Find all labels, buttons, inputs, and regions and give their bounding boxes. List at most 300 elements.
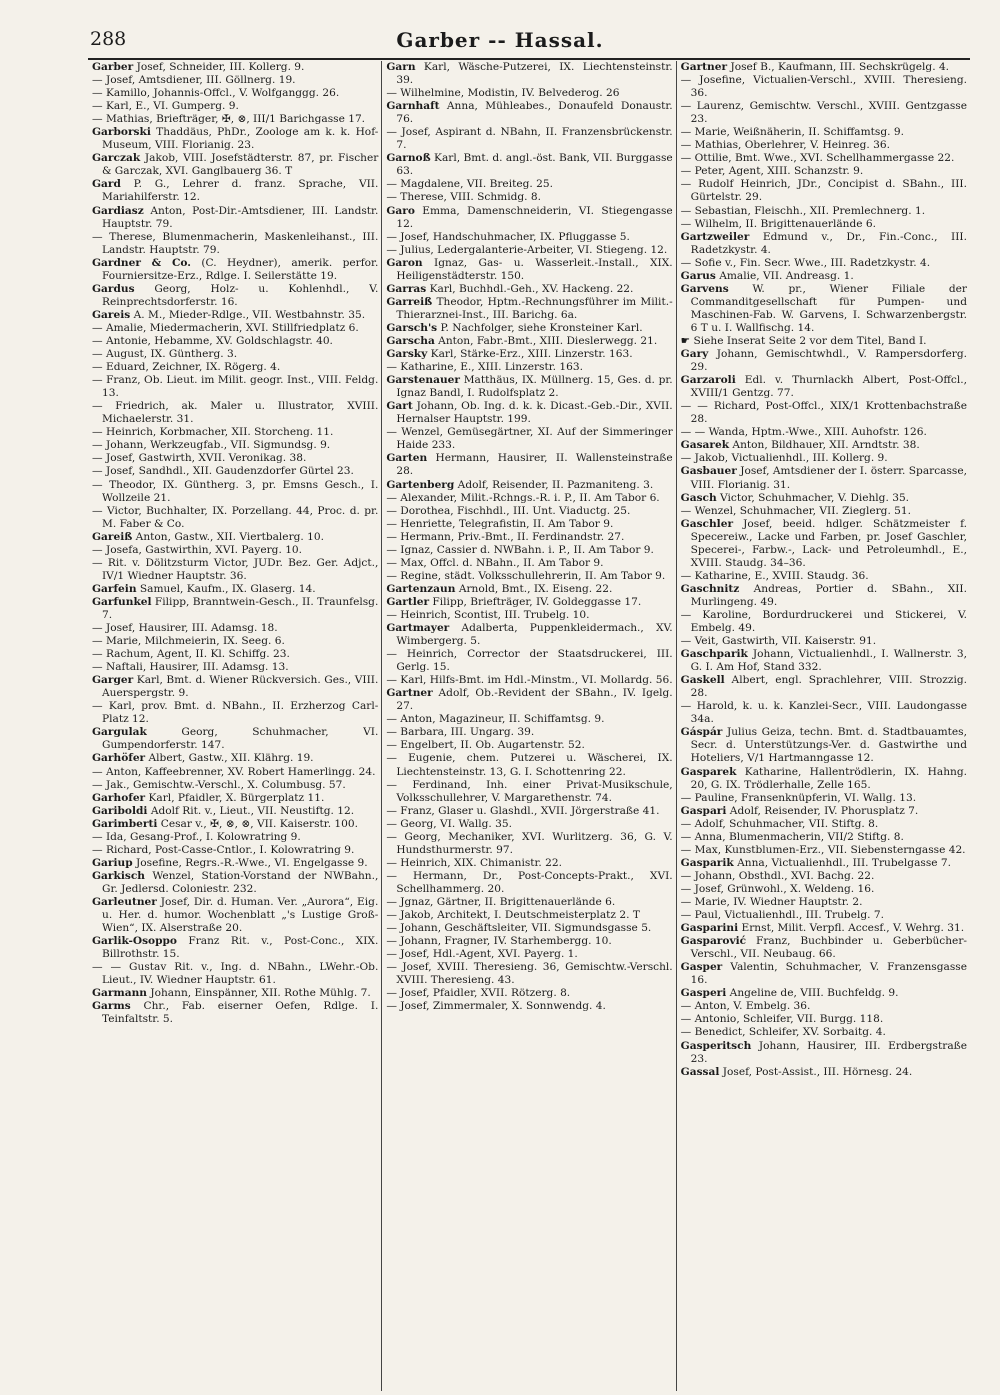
entry-surname: Gargulak xyxy=(92,726,147,739)
directory-entry xyxy=(677,857,970,870)
entry-surname: Garras xyxy=(386,282,427,295)
entry-details: — Anton, V. Embelg. 36. xyxy=(680,1000,811,1013)
directory-entry xyxy=(677,987,970,1000)
entry-details: — Richard, Post-Casse-Cntlor., I. Kolowratring 9. xyxy=(92,843,355,856)
entry-details: — Harold, k. u. k. Kanzlei-Secr., VIII. Laudongasse 34a. xyxy=(680,700,967,726)
entry-surname: Gartler xyxy=(386,595,430,608)
directory-entry xyxy=(677,139,970,152)
entry-surname: Garon xyxy=(386,256,423,269)
entry-surname: Garten xyxy=(386,452,428,465)
entry-surname: Gaspari xyxy=(680,804,727,817)
directory-entry xyxy=(382,479,675,492)
entry-details: P. G., Lehrer d. franz. Sprache, VII. Mariahilferstr. 12. xyxy=(102,178,379,204)
entry-details: — Josef, Pfaidler, XVII. Rötzerg. 8. xyxy=(386,987,571,1000)
directory-entry xyxy=(88,1000,381,1026)
directory-entry xyxy=(382,1000,675,1013)
directory-entry xyxy=(88,583,381,596)
entry-details: — Georg, VI. Wallg. 35. xyxy=(386,817,512,830)
entry-details: — Rachum, Agent, II. Kl. Schiffg. 23. xyxy=(92,648,290,661)
directory-entry xyxy=(382,831,675,857)
directory-entry xyxy=(88,896,381,935)
directory-entry xyxy=(382,152,675,178)
entry-surname: Garimberti xyxy=(92,817,158,830)
entry-details: — Ignaz, Cassier d. NWBahn. i. P., II. Am Tabor 9. xyxy=(386,543,654,556)
entry-details: — Antonio, Schleifer, VII. Burgg. 118. xyxy=(680,1013,884,1026)
directory-entry xyxy=(677,674,970,700)
directory-entry xyxy=(677,400,970,426)
directory-entry xyxy=(382,648,675,674)
directory-entry xyxy=(88,857,381,870)
entry-details: — Pauline, Fransenknüpferin, VI. Wallg. 13. xyxy=(680,791,917,804)
entry-surname: Gasper xyxy=(680,961,723,974)
directory-entry xyxy=(382,400,675,426)
directory-entry xyxy=(677,1066,970,1079)
entry-details: Filipp, Branntwein-Gesch., II. Traunfelsg. 7. xyxy=(102,595,379,621)
directory-entry xyxy=(382,231,675,244)
entry-details: Josef, beeid. hdlger. Schätzmeister f. Specereiw., Lacke und Farben, pr. Josef Gaschler, Specerei-, Farbw.-, Lack- und Petroleumhdl., E., XVIII. Staudg. 34–36. xyxy=(690,517,967,569)
directory-entry xyxy=(382,518,675,531)
directory-entry xyxy=(677,1040,970,1066)
entry-details: — Heinrich, Corrector der Staatsdruckerei, III. Gerlg. 15. xyxy=(386,648,673,674)
entry-surname: Gartenzaun xyxy=(386,582,456,595)
entry-surname: Gaschnitz xyxy=(680,582,740,595)
entry-surname: Garborski xyxy=(92,126,151,139)
running-head: Garber -- Hassal. xyxy=(396,28,604,52)
directory-entry xyxy=(88,700,381,726)
entry-details: Albert, Gastw., XII. Klährg. 19. xyxy=(145,752,314,765)
entry-details: — Johann, Werkzeugfab., VII. Sigmundsg. 9. xyxy=(92,439,331,452)
entry-details: — Josef, Aspirant d. NBahn, II. Franzensbrückenstr. 7. xyxy=(386,126,673,152)
entry-details: Josef, Dir. d. Human. Ver. „Aurora“, Eig. u. Her. d. humor. Wochenblatt „'s Lustige Groß-Wien“, IX. Alserstraße 20. xyxy=(102,896,379,935)
directory-entry xyxy=(382,622,675,648)
entry-details: — Anton, Magazineur, II. Schiffamtsg. 9. xyxy=(386,713,605,726)
entry-details: — Ottilie, Bmt. Wwe., XVI. Schellhammergasse 22. xyxy=(680,152,955,165)
directory-entry xyxy=(677,283,970,335)
entry-details: Hermann, Hausirer, II. Wallensteinstraße 28. xyxy=(396,452,673,478)
entry-surname: Gartenberg xyxy=(386,478,455,491)
entry-surname: Gareiß xyxy=(92,530,133,543)
directory-entry xyxy=(88,113,381,126)
entry-surname: Gasparik xyxy=(680,856,734,869)
entry-details: Johann, Victualienhdl., I. Wallnerstr. 3, G. I. Am Hof, Stand 332. xyxy=(690,648,967,674)
entry-details: — Friedrich, ak. Maler u. Illustrator, XVIII. Michaelerstr. 31. xyxy=(92,400,379,426)
directory-entry xyxy=(677,766,970,792)
directory-entry xyxy=(677,335,970,348)
column-3 xyxy=(676,61,970,1391)
directory-entry xyxy=(382,857,675,870)
directory-entry xyxy=(88,178,381,204)
entry-details: — Antonie, Hebamme, XV. Goldschlagstr. 40. xyxy=(92,334,333,347)
directory-entry xyxy=(677,348,970,374)
entry-details: — Max, Offcl. d. NBahn., II. Am Tabor 9. xyxy=(386,556,604,569)
entry-surname: Garnhaft xyxy=(386,100,440,113)
entry-surname: Gaschparik xyxy=(680,648,748,661)
directory-entry xyxy=(677,883,970,896)
entry-surname: Garger xyxy=(92,674,134,687)
entry-surname: Gáspár xyxy=(680,726,723,739)
entry-details: Adolf, Ob.-Revident der SBahn., IV. Igelg. 27. xyxy=(396,687,673,713)
entry-surname: Garhofer xyxy=(92,791,146,804)
entry-details: Adalberta, Puppenkleidermach., XV. Wimbergerg. 5. xyxy=(396,622,673,648)
entry-details: — Benedict, Schleifer, XV. Sorbaitg. 4. xyxy=(680,1026,886,1039)
directory-entry xyxy=(88,831,381,844)
entry-details: Albert, engl. Sprachlehrer, VIII. Strozzig. 28. xyxy=(690,674,967,700)
directory-entry xyxy=(677,205,970,218)
entry-surname: Gardiasz xyxy=(92,204,144,217)
entry-surname: Gartner xyxy=(680,61,728,73)
directory-entry xyxy=(88,439,381,452)
directory-entry xyxy=(382,596,675,609)
directory-entry xyxy=(88,674,381,700)
directory-entry xyxy=(382,492,675,505)
entry-details: — Josefine, Victualien-Verschl., XVIII. Theresieng. 36. xyxy=(680,74,967,100)
entry-details: — Marie, Weißnäherin, II. Schiffamtsg. 9. xyxy=(680,126,904,139)
directory-entry xyxy=(677,74,970,100)
directory-entry xyxy=(677,257,970,270)
entry-details: Josef, Post-Assist., III. Hörnesg. 24. xyxy=(719,1065,913,1078)
entry-details: — Heinrich, Korbmacher, XII. Storcheng. 11. xyxy=(92,426,334,439)
directory-entry xyxy=(677,426,970,439)
entry-details: — Peter, Agent, XIII. Schanzstr. 9. xyxy=(680,165,864,178)
entry-details: Victor, Schuhmacher, V. Diehlg. 35. xyxy=(716,491,910,504)
entry-details: — Georg, Mechaniker, XVI. Wurlitzerg. 36, G. V. Hundsthurmerstr. 97. xyxy=(386,830,673,856)
entry-details: — Magdalene, VII. Breiteg. 25. xyxy=(386,178,553,191)
directory-entry xyxy=(677,870,970,883)
entry-surname: Garn xyxy=(386,61,416,73)
directory-entry xyxy=(88,726,381,752)
entry-details: Adolf Rit. v., Lieut., VII. Neustiftg. 12. xyxy=(147,804,355,817)
entry-surname: Gartmayer xyxy=(386,622,450,635)
directory-entry xyxy=(677,726,970,765)
directory-entry xyxy=(677,218,970,231)
entry-details: — Mathias, Briefträger, ✠, ⊗, III/1 Barichgasse 17. xyxy=(92,113,366,126)
entry-details: Karl, Wäsche-Putzerei, IX. Liechtensteinstr. 39. xyxy=(396,61,673,87)
directory-entry xyxy=(677,1000,970,1013)
entry-details: — Josef, Sandhdl., XII. Gaudenzdorfer Gürtel 23. xyxy=(92,465,354,478)
directory-entry xyxy=(88,100,381,113)
entry-details: Emma, Damenschneiderin, VI. Stiegengasse 12. xyxy=(396,204,673,230)
entry-details: Matthäus, IX. Müllnerg. 15, Ges. d. pr. Ignaz Bandl, I. Rudolfsplatz 2. xyxy=(396,374,673,400)
directory-entry xyxy=(677,609,970,635)
directory-entry xyxy=(677,505,970,518)
directory-entry xyxy=(382,322,675,335)
entry-surname: Gasperitsch xyxy=(680,1039,752,1052)
entry-surname: Gaskell xyxy=(680,674,725,687)
directory-entry xyxy=(88,452,381,465)
entry-details: — Josef, Gastwirth, XVII. Veronikag. 38. xyxy=(92,452,307,465)
directory-entry xyxy=(382,922,675,935)
directory-entry xyxy=(677,583,970,609)
directory-entry xyxy=(88,87,381,100)
directory-entry xyxy=(88,596,381,622)
directory-entry xyxy=(88,152,381,178)
entry-details: (C. Heydner), amerik. perfor. Fourniersitze-Erz., Rdlge. I. Seilerstätte 19. xyxy=(102,256,379,282)
directory-entry xyxy=(677,270,970,283)
directory-entry xyxy=(677,570,970,583)
entry-surname: Gartner xyxy=(386,687,433,700)
directory-entry xyxy=(382,61,675,87)
entry-details: — Josef, Hdl.-Agent, XVI. Payerg. 1. xyxy=(386,948,578,961)
directory-entry xyxy=(382,583,675,596)
entry-details: — Naftali, Hausirer, III. Adamsg. 13. xyxy=(92,661,289,674)
entry-surname: Garms xyxy=(92,1000,131,1013)
directory-entry xyxy=(88,335,381,348)
entry-details: Angeline de, VIII. Buchfeldg. 9. xyxy=(726,987,899,1000)
directory-entry xyxy=(382,257,675,283)
entry-details: — Wenzel, Gemüsegärtner, XI. Auf der Simmeringer Haide 233. xyxy=(386,426,673,452)
entry-details: Karl, Buchhdl.-Geh., XV. Hackeng. 22. xyxy=(426,282,634,295)
directory-entry xyxy=(382,361,675,374)
entry-details: P. Nachfolger, siehe Kronsteiner Karl. xyxy=(437,321,643,334)
entry-details: — Jakob, Victualienhdl., III. Kollerg. 9. xyxy=(680,452,888,465)
entry-details: — Josefa, Gastwirthin, XVI. Payerg. 10. xyxy=(92,543,303,556)
entry-surname: Garczak xyxy=(92,152,141,165)
entry-surname: Gasparek xyxy=(680,765,737,778)
directory-entry xyxy=(382,283,675,296)
directory-entry xyxy=(382,687,675,713)
directory-entry xyxy=(382,205,675,231)
entry-details: Anton, Fabr.-Bmt., XIII. Dieslerwegg. 21. xyxy=(434,334,658,347)
entry-details: — Karl, prov. Bmt. d. NBahn., II. Erzherzog Carl-Platz 12. xyxy=(92,700,379,726)
entry-surname: Garber xyxy=(92,61,134,73)
directory-entry xyxy=(88,465,381,478)
directory-entry xyxy=(677,178,970,204)
directory-entry xyxy=(382,87,675,100)
entry-details: — Regine, städt. Volksschullehrerin, II. Am Tabor 9. xyxy=(386,569,666,582)
page-number: 288 xyxy=(90,28,127,50)
entry-details: — — Richard, Post-Offcl., XIX/1 Krottenbachstraße 28. xyxy=(680,400,967,426)
directory-entry xyxy=(88,531,381,544)
directory-entry xyxy=(88,74,381,87)
entry-details: — Max, Kunstblumen-Erz., VII. Siebensterngasse 42. xyxy=(680,843,966,856)
entry-details: Josef, Schneider, III. Kollerg. 9. xyxy=(133,61,305,73)
directory-entry xyxy=(382,674,675,687)
entry-details: — Anton, Kaffeebrenner, XV. Robert Hamerlingg. 24. xyxy=(92,765,376,778)
entry-details: Wenzel, Station-Vorstand der NWBahn., Gr. Jedlersd. Coloniestr. 232. xyxy=(102,869,379,895)
directory-entry xyxy=(677,635,970,648)
directory-entry xyxy=(88,400,381,426)
directory-entry xyxy=(382,935,675,948)
directory-entry xyxy=(677,374,970,400)
entry-details: Karl, Pfaidler, X. Bürgerplatz 11. xyxy=(145,791,325,804)
entry-surname: Gasparini xyxy=(680,922,739,935)
entry-details: — August, IX. Güntherg. 3. xyxy=(92,348,238,361)
entry-details: — Franz, Ob. Lieut. im Milit. geogr. Inst., VIII. Feldg. 13. xyxy=(92,374,379,400)
entry-details: — Heinrich, XIX. Chimanistr. 22. xyxy=(386,856,563,869)
column-2 xyxy=(381,61,675,1391)
directory-entry xyxy=(677,831,970,844)
entry-details: — Engelbert, II. Ob. Augartenstr. 52. xyxy=(386,739,585,752)
directory-entry xyxy=(382,609,675,622)
entry-details: — Therese, VIII. Schmidg. 8. xyxy=(386,191,542,204)
directory-entry xyxy=(382,739,675,752)
entry-details: — Johann, Obsthdl., XVI. Bachg. 22. xyxy=(680,869,875,882)
entry-details: — Hermann, Dr., Post-Concepts-Prakt., XVI. Schellhammerg. 20. xyxy=(386,869,673,895)
entry-surname: Gariboldi xyxy=(92,804,148,817)
entry-details: Anna, Mühleabes., Donaufeld Donaustr. 76. xyxy=(396,100,673,126)
directory-entry xyxy=(382,244,675,257)
entry-surname: Garhöfer xyxy=(92,752,146,765)
directory-entry xyxy=(382,726,675,739)
directory-entry xyxy=(88,766,381,779)
entry-details: Amalie, VII. Andreasg. 1. xyxy=(715,269,854,282)
entry-details: — Jgnaz, Gärtner, II. Brigittenauerlände 6. xyxy=(386,896,616,908)
entry-surname: Garlik-Osoppo xyxy=(92,935,177,948)
directory-entry xyxy=(88,805,381,818)
entry-surname: Garscha xyxy=(386,334,435,347)
entry-details: ☛ Siehe Inserat Seite 2 vor dem Titel, Band I. xyxy=(680,334,927,347)
entry-details: — Rit. v. Dölitzsturm Victor, JUDr. Bez. Ger. Adjct., IV/1 Wiedner Hauptstr. 36. xyxy=(92,556,379,582)
directory-entry xyxy=(382,348,675,361)
directory-entry xyxy=(677,518,970,570)
entry-details: Katharine, Hallentrödlerin, IX. Hahng. 20, G. IX. Trödlerhalle, Zelle 165. xyxy=(690,765,967,791)
directory-entry xyxy=(677,700,970,726)
directory-entry xyxy=(382,426,675,452)
directory-entry xyxy=(88,544,381,557)
directory-entry xyxy=(677,439,970,452)
entry-surname: Garsky xyxy=(386,348,428,361)
directory-entry xyxy=(88,635,381,648)
entry-details: — Josef, Grünwohl., X. Weldeng. 16. xyxy=(680,882,875,895)
entry-surname: Gardus xyxy=(92,282,135,295)
entry-details: Anton, Bildhauer, XII. Arndtstr. 38. xyxy=(729,439,920,452)
entry-surname: Garo xyxy=(386,204,415,217)
entry-details: Karl, Stärke-Erz., XIII. Linzerstr. 163. xyxy=(427,348,633,361)
entry-details: — Anna, Blumenmacherin, VII/2 Stiftg. 8. xyxy=(680,830,904,843)
entry-surname: Gareis xyxy=(92,308,131,321)
entry-details: — Adolf, Schuhmacher, VII. Stiftg. 8. xyxy=(680,817,879,830)
directory-entry xyxy=(677,492,970,505)
entry-details: Valentin, Schuhmacher, V. Franzensgasse 16. xyxy=(690,961,967,987)
entry-surname: Gasparović xyxy=(680,935,747,948)
directory-entry xyxy=(382,544,675,557)
directory-entry xyxy=(382,557,675,570)
directory-entry xyxy=(88,505,381,531)
entry-surname: Gassal xyxy=(680,1065,720,1078)
directory-entry xyxy=(677,100,970,126)
entry-details: — Therese, Blumenmacherin, Maskenleihanst., III. Landstr. Hauptstr. 79. xyxy=(92,230,379,256)
entry-details: — Rudolf Heinrich, JDr., Concipist d. SBahn., III. Gürtelstr. 29. xyxy=(680,178,967,204)
directory-entry xyxy=(382,126,675,152)
entry-surname: Garsch's xyxy=(386,321,438,334)
entry-details: Samuel, Kaufm., IX. Glaserg. 14. xyxy=(136,582,316,595)
directory-entry xyxy=(88,987,381,1000)
directory-entry xyxy=(88,961,381,987)
entry-surname: Gasperi xyxy=(680,987,727,1000)
entry-surname: Garus xyxy=(680,269,716,282)
entry-details: — Theodor, IX. Güntherg. 3, pr. Emsns Gesch., I. Wollzeile 21. xyxy=(92,478,379,504)
directory-entry xyxy=(88,622,381,635)
entry-details: — Henriette, Telegrafistin, II. Am Tabor 9. xyxy=(386,517,614,530)
entry-details: — Veit, Gastwirth, VII. Kaiserstr. 91. xyxy=(680,635,877,648)
entry-details: — Ida, Gesang-Prof., I. Kolowratring 9. xyxy=(92,830,301,843)
entry-details: Filipp, Briefträger, IV. Goldeggasse 17. xyxy=(429,595,642,608)
directory-entry xyxy=(677,648,970,674)
entry-surname: Garfunkel xyxy=(92,595,152,608)
directory-entry xyxy=(677,152,970,165)
entry-details: Josefine, Regrs.-R.-Wwe., VI. Engelgasse 9. xyxy=(132,856,368,869)
entry-details: — Barbara, III. Ungarg. 39. xyxy=(386,726,535,739)
directory-entry xyxy=(382,752,675,778)
entry-surname: Gasbauer xyxy=(680,465,737,478)
directory-entry xyxy=(382,805,675,818)
entry-details: Johann, Gemischtwhdl., V. Rampersdorferg. 29. xyxy=(690,348,967,374)
directory-entry xyxy=(88,126,381,152)
directory-entry xyxy=(677,1013,970,1026)
directory-entry xyxy=(88,752,381,765)
entry-details: Julius Geiza, techn. Bmt. d. Stadtbauamtes, Secr. d. Unterstützungs-Ver. d. Gastwirthe und Hoteliers, V/1 Hartmanngasse 12. xyxy=(690,726,967,765)
directory-entry xyxy=(382,178,675,191)
directory-entry xyxy=(88,779,381,792)
entry-details: — Sofie v., Fin. Secr. Wwe., III. Radetzkystr. 4. xyxy=(680,256,931,269)
entry-details: — Karoline, Bordurdruckerei und Stickerei, V. Embelg. 49. xyxy=(680,608,967,635)
entry-details: — Jak., Gemischtw.-Verschl., X. Columbusg. 57. xyxy=(92,778,346,791)
entry-details: Thaddäus, PhDr., Zoologe am k. k. Hof-Museum, VIII. Florianig. 23. xyxy=(102,126,379,152)
directory-entry xyxy=(382,335,675,348)
column-1 xyxy=(88,61,381,1391)
entry-details: — — Wanda, Hptm.-Wwe., XIII. Auhofstr. 126. xyxy=(680,426,927,439)
entry-details: — Wenzel, Schuhmacher, VII. Zieglerg. 51. xyxy=(680,504,912,517)
directory-entry xyxy=(88,322,381,335)
entry-details: Karl, Bmt. d. angl.-öst. Bank, VII. Burggasse 63. xyxy=(396,152,673,178)
directory-entry xyxy=(382,961,675,987)
directory-entry xyxy=(88,309,381,322)
entry-details: — Josef, Handschuhmacher, IX. Pfluggasse 5. xyxy=(386,230,630,243)
directory-entry xyxy=(677,818,970,831)
directory-entry xyxy=(382,505,675,518)
entry-details: — Josef, Zimmermaler, X. Sonnwendg. 4. xyxy=(386,1000,606,1013)
entry-details: — Ferdinand, Inh. einer Privat-Musikschule, Volksschullehrer, V. Margarethenstr. 74. xyxy=(386,778,673,804)
entry-details: — Eugenie, chem. Putzerei u. Wäscherei, IX. Liechtensteinstr. 13, G. I. Schottenring 22. xyxy=(386,752,673,778)
entry-surname: Gartzweiler xyxy=(680,230,750,243)
entry-details: — Marie, Milchmeierin, IX. Seeg. 6. xyxy=(92,635,285,648)
entry-surname: Gasch xyxy=(680,491,717,504)
directory-entry xyxy=(382,987,675,1000)
entry-details: — Katharine, E., XVIII. Staudg. 36. xyxy=(680,569,869,582)
entry-details: — Heinrich, Scontist, III. Trubelg. 10. xyxy=(386,608,590,621)
directory-entry xyxy=(677,126,970,139)
entry-surname: Gart xyxy=(386,400,413,413)
entry-details: — Karl, Hilfs-Bmt. im Hdl.-Minstm., VI. Mollardg. 56. xyxy=(386,674,673,687)
entry-surname: Garfein xyxy=(92,582,137,595)
entry-details: — Karl, E., VI. Gumperg. 9. xyxy=(92,100,239,113)
entry-details: — Jakob, Architekt, I. Deutschmeisterplatz 2. T xyxy=(386,909,640,922)
entry-surname: Garreiß xyxy=(386,295,433,308)
entry-surname: Garzaroli xyxy=(680,374,736,387)
entry-details: Arnold, Bmt., IX. Eiseng. 22. xyxy=(455,582,613,595)
entry-details: — — Gustav Rit. v., Ing. d. NBahn., LWehr.-Ob. Lieut., IV. Wiedner Hauptstr. 61. xyxy=(92,961,379,987)
entry-details: — Johann, Fragner, IV. Starhembergg. 10. xyxy=(386,935,612,948)
entry-surname: Gasarek xyxy=(680,439,730,452)
directory-entry xyxy=(677,452,970,465)
entry-details: Josef, Amtsdiener der I. österr. Sparcasse, VIII. Florianig. 31. xyxy=(690,465,967,491)
directory-entry xyxy=(677,896,970,909)
entry-surname: Gardner & Co. xyxy=(92,256,191,269)
directory-entry xyxy=(382,779,675,805)
directory-entry xyxy=(88,283,381,309)
entry-details: A. M., Mieder-Rdlge., VII. Westbahnstr. 35. xyxy=(130,308,366,321)
directory-entry xyxy=(677,792,970,805)
entry-details: Edmund v., Dr., Fin.-Conc., III. Radetzkystr. 4. xyxy=(690,230,967,256)
entry-details: Jakob, VIII. Josefstädterstr. 87, pr. Fischer & Garczak, XVI. Ganglbauerg 36. T xyxy=(102,152,379,178)
directory-entry xyxy=(88,479,381,505)
directory-entry xyxy=(677,961,970,987)
directory-entry xyxy=(88,661,381,674)
directory-entry xyxy=(382,948,675,961)
entry-details: Johann, Ob. Ing. d. k. k. Dicast.-Geb.-Dir., XVII. Hernalser Hauptstr. 199. xyxy=(396,400,673,426)
entry-details: Josef B., Kaufmann, III. Sechskrügelg. 4. xyxy=(727,61,950,73)
entry-details: — Victor, Buchhalter, IX. Porzellang. 44, Proc. d. pr. M. Faber & Co. xyxy=(92,504,379,530)
